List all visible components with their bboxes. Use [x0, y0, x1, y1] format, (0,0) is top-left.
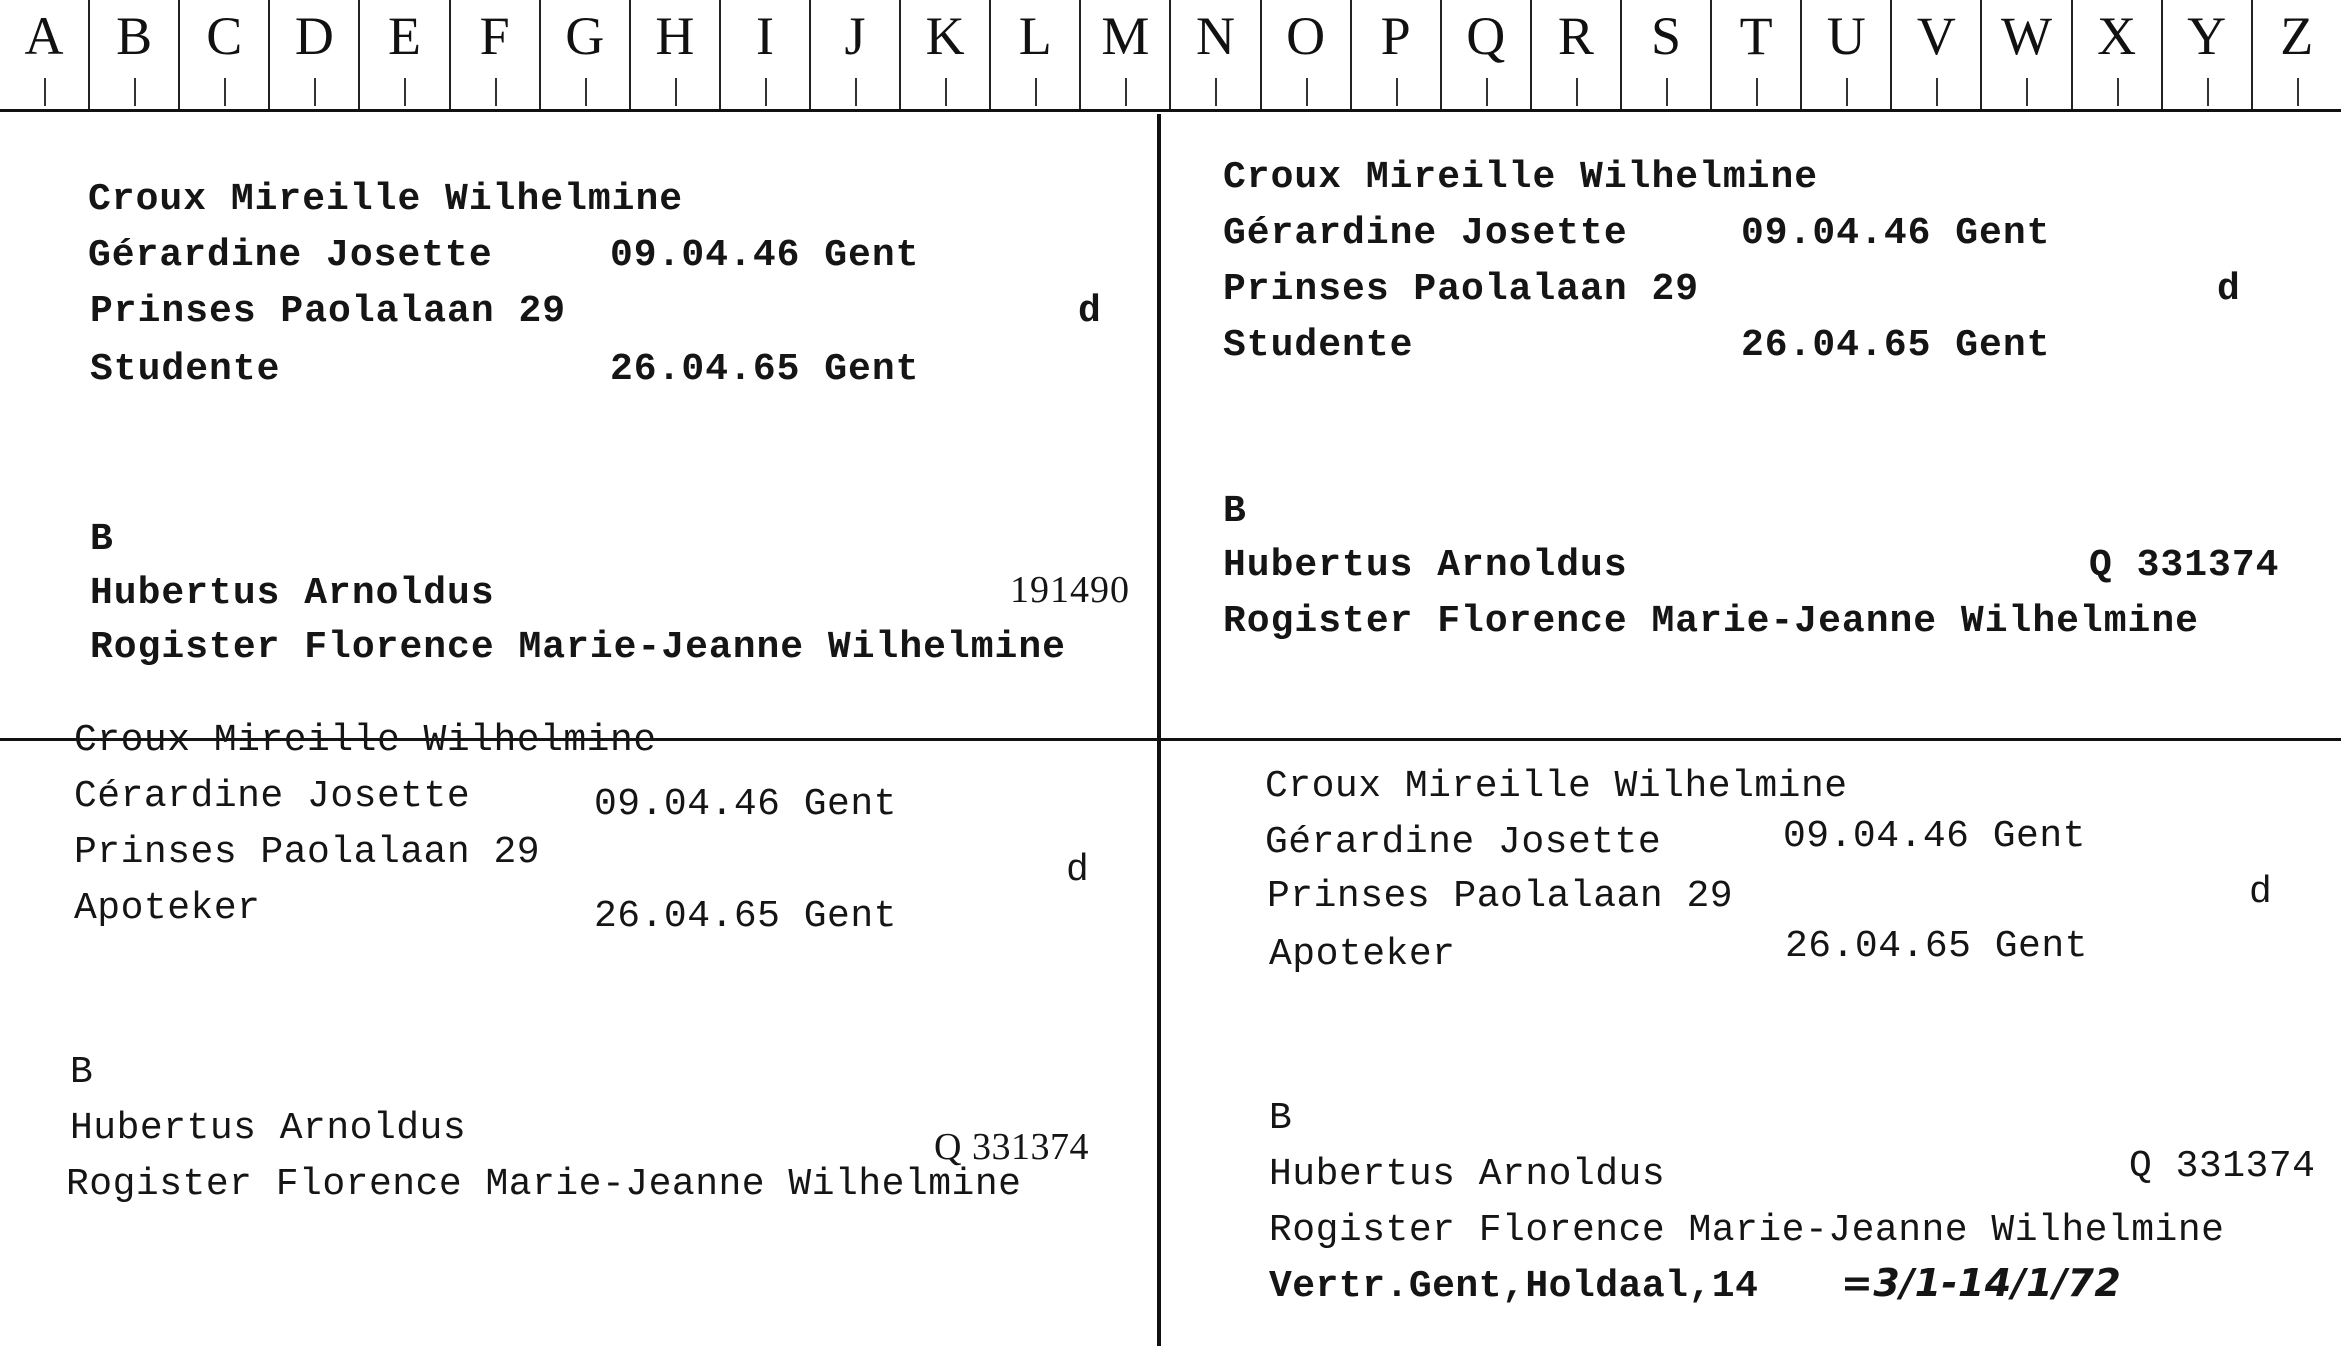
- card-name-line: Croux Mireille Wilhelmine: [74, 719, 657, 762]
- card-departure-date: =3/1-14/1/72: [1841, 1261, 2122, 1305]
- card-birth-date: 09.04.46 Gent: [1741, 212, 2051, 255]
- index-letter: S: [1620, 0, 1710, 109]
- card-address: Prinses Paolalaan 29: [90, 290, 567, 333]
- card-mark: d: [2249, 871, 2273, 914]
- record-card-top-right: [1161, 114, 2281, 714]
- record-card-bottom-left: [0, 719, 1120, 1341]
- index-letter: R: [1530, 0, 1620, 109]
- card-arrival-date: 26.04.65 Gent: [594, 895, 897, 938]
- card-mark: d: [2217, 268, 2241, 311]
- card-occupation: Apoteker: [74, 887, 261, 930]
- index-letter: D: [268, 0, 358, 109]
- card-father: Hubertus Arnoldus: [1223, 544, 1628, 587]
- index-letter: Y: [2161, 0, 2251, 109]
- card-given-names: Cérardine Josette: [74, 775, 471, 818]
- index-letter: M: [1079, 0, 1169, 109]
- card-mother: Rogister Florence Marie-Jeanne Wilhelmine: [1223, 600, 2199, 643]
- index-letter: G: [539, 0, 629, 109]
- card-arrival-date: 26.04.65 Gent: [610, 348, 920, 391]
- card-given-names: Gérardine Josette: [88, 234, 493, 277]
- card-code: B: [90, 518, 114, 561]
- card-number: 191490: [1010, 569, 1130, 611]
- record-card-bottom-right: [1161, 741, 2316, 1341]
- card-mark: d: [1078, 290, 1102, 333]
- index-letter: C: [178, 0, 268, 109]
- card-birth-date: 09.04.46 Gent: [610, 234, 920, 277]
- alphabet-index-ruler: [0, 0, 2341, 112]
- index-letter: B: [88, 0, 178, 109]
- card-father: Hubertus Arnoldus: [70, 1107, 467, 1150]
- card-name-line: Croux Mireille Wilhelmine: [1265, 765, 1848, 808]
- index-letter: O: [1260, 0, 1350, 109]
- card-occupation: Studente: [1223, 324, 1414, 367]
- index-letter: L: [989, 0, 1079, 109]
- index-letter: F: [449, 0, 539, 109]
- index-letter: E: [358, 0, 448, 109]
- index-letter: T: [1710, 0, 1800, 109]
- card-departure: Vertr.Gent,Holdaal,14: [1269, 1265, 1759, 1308]
- card-address: Prinses Paolalaan 29: [74, 831, 541, 874]
- index-letter: Z: [2251, 0, 2341, 109]
- index-letter: W: [1980, 0, 2070, 109]
- index-letter: J: [809, 0, 899, 109]
- card-code: B: [1223, 490, 1247, 533]
- card-mother: Rogister Florence Marie-Jeanne Wilhelmine: [90, 626, 1066, 669]
- card-mother: Rogister Florence Marie-Jeanne Wilhelmine: [1269, 1209, 2225, 1252]
- card-given-names: Gérardine Josette: [1265, 821, 1662, 864]
- index-letter: P: [1350, 0, 1440, 109]
- card-code: B: [1269, 1097, 1293, 1140]
- card-occupation: Apoteker: [1269, 933, 1456, 976]
- card-name-line: Croux Mireille Wilhelmine: [1223, 156, 1819, 199]
- index-letter: U: [1800, 0, 1890, 109]
- card-number: Q 331374: [934, 1126, 1089, 1168]
- card-occupation: Studente: [90, 348, 281, 391]
- card-address: Prinses Paolalaan 29: [1223, 268, 1700, 311]
- card-address: Prinses Paolalaan 29: [1267, 875, 1734, 918]
- index-letter: Q: [1440, 0, 1530, 109]
- card-birth-date: 09.04.46 Gent: [1783, 815, 2086, 858]
- record-card-top-left: [0, 114, 1130, 714]
- index-letter: I: [719, 0, 809, 109]
- card-given-names: Gérardine Josette: [1223, 212, 1628, 255]
- card-number: Q 331374: [2129, 1145, 2316, 1188]
- index-letter: X: [2071, 0, 2161, 109]
- card-number: Q 331374: [2089, 544, 2280, 587]
- card-name-line: Croux Mireille Wilhelmine: [88, 178, 684, 221]
- card-father: Hubertus Arnoldus: [1269, 1153, 1666, 1196]
- index-letter: K: [899, 0, 989, 109]
- index-letter: A: [0, 0, 88, 109]
- card-mother: Rogister Florence Marie-Jeanne Wilhelmine: [66, 1163, 1022, 1206]
- card-arrival-date: 26.04.65 Gent: [1785, 925, 2088, 968]
- index-letter: H: [629, 0, 719, 109]
- index-letter: V: [1890, 0, 1980, 109]
- index-letter: N: [1169, 0, 1259, 109]
- card-code: B: [70, 1051, 94, 1094]
- card-father: Hubertus Arnoldus: [90, 572, 495, 615]
- card-arrival-date: 26.04.65 Gent: [1741, 324, 2051, 367]
- card-birth-date: 09.04.46 Gent: [594, 783, 897, 826]
- card-mark: d: [1066, 849, 1090, 892]
